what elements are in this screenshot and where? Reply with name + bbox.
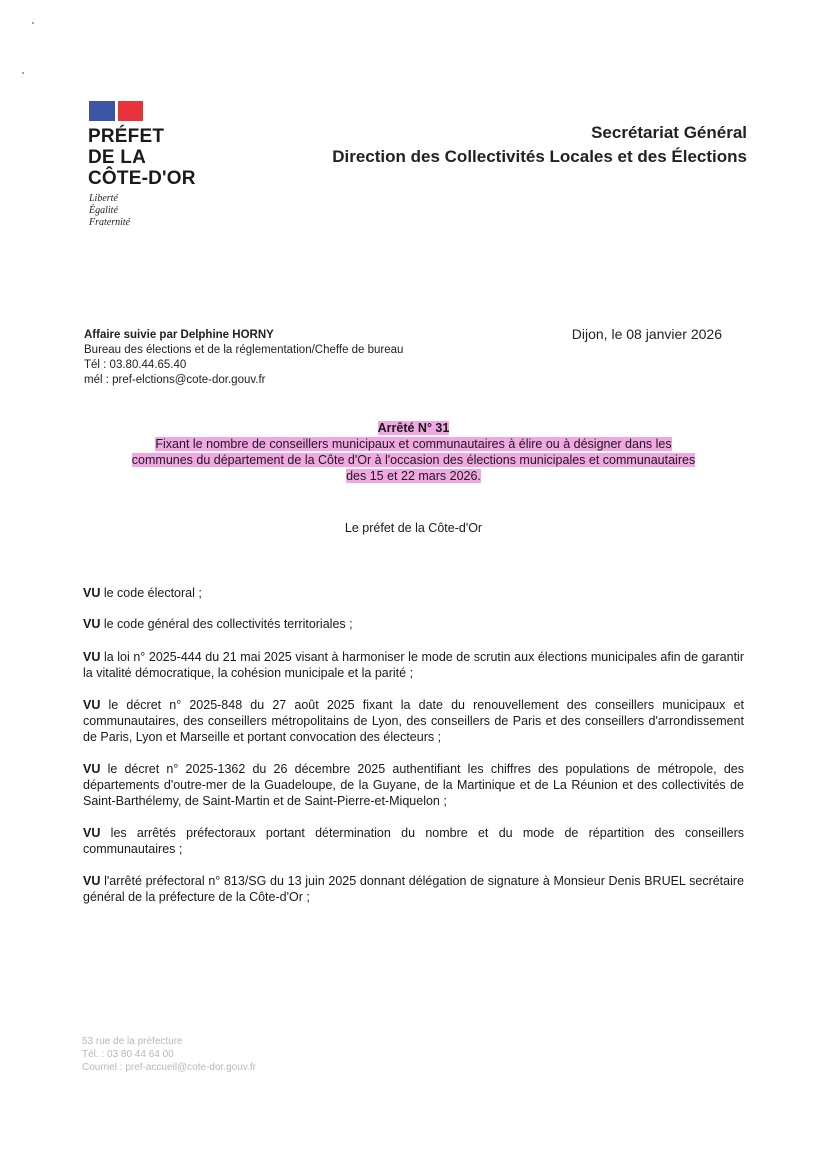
document-date: Dijon, le 08 janvier 2026 [571, 326, 722, 342]
vu-label: VU [83, 826, 101, 840]
affaire-block [84, 328, 403, 388]
arrete-title-line-2: communes du département de la Côte d'Or à l'occasion des élections municipales et communautaires [131, 453, 696, 467]
motto-liberte: Liberté [89, 193, 118, 204]
arrete-number: Arrêté N° 31 [377, 421, 450, 435]
prefet-line-1: PRÉFET [88, 126, 165, 147]
affaire-tel: Tél : 03.80.44.65.40 [84, 359, 187, 371]
vu-text: le code électoral ; [103, 586, 202, 600]
republic-motto [89, 193, 130, 229]
vu-item [83, 697, 744, 745]
vu-item [83, 873, 744, 905]
affaire-bureau: Bureau des élections et de la réglementation/Cheffe de bureau [84, 344, 404, 356]
vu-item [83, 585, 744, 601]
motto-egalite: Égalité [89, 205, 118, 216]
scan-speck [32, 22, 34, 24]
footer-tel: Tél. : 03 80 44 64 00 [82, 1049, 174, 1060]
vu-text: les arrêtés préfectoraux portant détermination du nombre et du mode de répartition des conseillers communautaires ; [83, 826, 744, 856]
vu-label: VU [83, 762, 101, 776]
arrete-title-line-1: Fixant le nombre de conseillers municipaux et communautaires à élire ou à désigner dans les [155, 437, 672, 451]
organization-header [332, 121, 747, 169]
vu-text: le code général des collectivités territoriales ; [103, 617, 353, 631]
vu-text: l'arrêté préfectoral n° 813/SG du 13 juin 2025 donnant délégation de signature à Monsieur Denis BRUEL secrétaire général de la préfecture de la Côte-d'Or ; [83, 874, 744, 904]
vu-label: VU [83, 617, 101, 631]
vu-text: la loi n° 2025-444 du 21 mai 2025 visant à harmoniser le mode de scrutin aux élections municipales afin de garantir la vitalité démocratique, la cohésion municipale et la parité ; [83, 650, 744, 680]
footer-address: 53 rue de la préfecture [82, 1036, 183, 1047]
vu-item [83, 825, 744, 857]
vu-item [83, 616, 744, 632]
footer-contact [82, 1035, 256, 1074]
marianne-flag-logo [89, 101, 143, 121]
vu-item [83, 649, 744, 681]
affaire-followed-by: Affaire suivie par Delphine HORNY [84, 329, 274, 341]
org-line-1: Secrétariat Général [591, 123, 747, 142]
prefet-block [88, 126, 196, 189]
prefet-line-3: CÔTE-D'OR [88, 168, 196, 189]
org-line-2: Direction des Collectivités Locales et des Élections [332, 147, 747, 166]
motto-fraternite: Fraternité [89, 217, 131, 228]
vu-label: VU [83, 874, 101, 888]
prefet-line-2: DE LA [88, 147, 146, 168]
footer-mail: Courriel : pref-accueil@cote-dor.gouv.fr [82, 1062, 256, 1073]
vu-item [83, 761, 744, 809]
vu-label: VU [83, 586, 101, 600]
scan-speck [22, 72, 24, 74]
arrete-title-block [0, 420, 827, 484]
vu-label: VU [83, 650, 101, 664]
vu-text: le décret n° 2025-848 du 27 août 2025 fixant la date du renouvellement des conseillers municipaux et communautaires, des conseillers métropolitains de Lyon, des conseillers de Paris et des conseillers d'arrondissement de Paris, Lyon et Marseille et portant convocation des électeurs ; [83, 698, 744, 744]
vu-label: VU [83, 698, 101, 712]
arrete-title-line-3: des 15 et 22 mars 2026. [346, 469, 481, 483]
vu-text: le décret n° 2025-1362 du 26 décembre 2025 authentifiant les chiffres des populations de métropole, des départements d'outre-mer de la Guadeloupe, de la Guyane, de la Martinique et de La Réunion et des collectivités de Saint-Barthélemy, de Saint-Martin et de Saint-Pierre-et-Miquelon ; [83, 762, 744, 808]
prefet-statement: Le préfet de la Côte-d'Or [344, 521, 483, 535]
affaire-mail: mél : pref-elctions@cote-dor.gouv.fr [84, 374, 266, 386]
